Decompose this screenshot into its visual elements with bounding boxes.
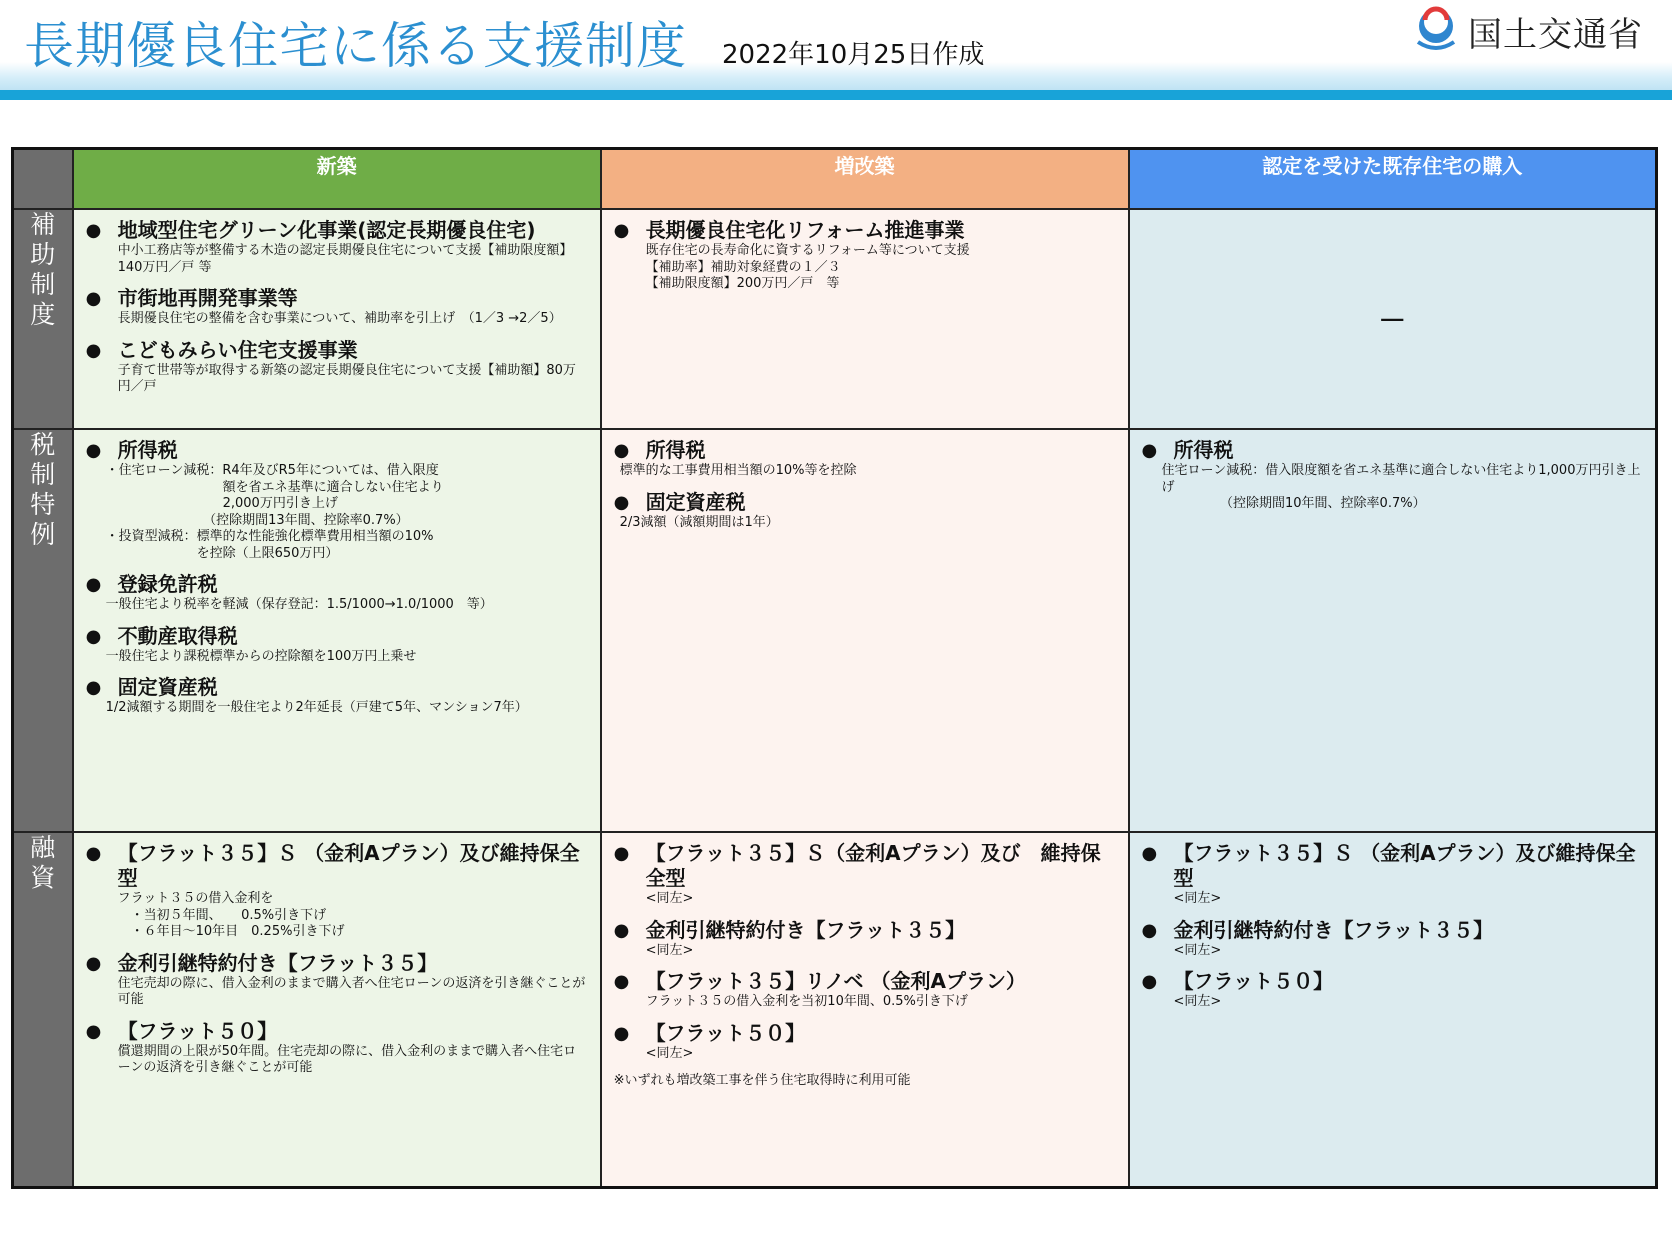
support-item-desc: <同左> — [1173, 994, 1222, 1009]
support-item-desc: 既存住宅の長寿命化に資するリフォーム等について支援 【補助率】補助対象経費の１／３ 【補助限度額】200万円／戸 等 — [645, 243, 970, 291]
support-item-desc: 2/3減額（減額期間は1年） — [619, 514, 779, 530]
page-title: 長期優良住宅に係る支援制度 — [24, 17, 687, 75]
support-item-desc: <同左> — [645, 1045, 694, 1061]
subsidy-new-cell — [73, 209, 601, 429]
column-header-existing: 認定を受けた既存住宅の購入 — [1129, 149, 1657, 210]
support-item — [86, 338, 588, 396]
logo-text: 国土交通省 — [1468, 14, 1643, 55]
loan-existing-cell — [1129, 832, 1657, 1187]
support-item-desc: <同左> — [1173, 891, 1222, 906]
support-item-title: ● 金利引継特約付き【フラット３５】 — [1142, 918, 1643, 943]
support-item — [86, 951, 588, 1009]
loan-renovation-cell — [601, 832, 1129, 1187]
support-item-desc: 住宅ローン減税：借入限度額を省エネ基準に適合しない住宅より1,000万円引き上げ （控除期間10年間、控除率0.7%） — [1161, 463, 1641, 511]
header-rule — [0, 90, 1672, 100]
row-label: 補助制度 — [30, 210, 56, 329]
support-item-title: ● 登録免許税 — [86, 572, 588, 597]
support-item-desc: <同左> — [1173, 942, 1222, 958]
renovation-loan-note: ※いずれも増改築工事を伴う住宅取得時に利用可能 — [613, 1073, 911, 1088]
support-item-desc: 子育て世帯等が取得する新築の認定長期優良住宅について支援【補助額】80万円／戸 — [117, 362, 576, 394]
support-item-title: ● 長期優良住宅化リフォーム推進事業 — [614, 218, 1116, 243]
support-item-desc: 償還期間の上限が50年間。住宅売却の際に、借入金利のままで購入者へ住宅ローンの返済を引き継ぐことが可能 — [117, 1043, 577, 1075]
tax-row — [13, 429, 1657, 832]
support-item-desc: 住宅売却の際に、借入金利のままで購入者へ住宅ローンの返済を引き継ぐことが可能 — [117, 975, 586, 1007]
support-item — [86, 438, 588, 562]
support-item-desc: 1/2減額する期間を一般住宅より2年延長（戸建て5年、マンション7年） — [105, 700, 528, 715]
support-item-desc: フラット３５の借入金利を当初10年間、0.5%引き下げ — [645, 994, 968, 1009]
subsidy-row — [13, 209, 1657, 429]
support-item-title: ● 所得税 — [1142, 438, 1643, 463]
support-item — [614, 918, 1116, 960]
mlit-emblem-icon — [1412, 6, 1460, 56]
subsidy-existing-cell: － — [1129, 209, 1657, 429]
row-header-subsidy — [13, 209, 73, 429]
support-item-title: ● 【フラット５０】 — [1142, 969, 1643, 994]
support-item-desc: <同左> — [645, 891, 694, 906]
support-item-desc: 一般住宅より課税標準からの控除額を100万円上乗せ — [105, 648, 417, 664]
support-item — [614, 1021, 1116, 1063]
tax-renovation-cell — [601, 429, 1129, 832]
support-item-title: ● 不動産取得税 — [86, 624, 588, 649]
support-item — [614, 841, 1116, 908]
support-item-title: ● 【フラット３５】リノベ （金利Aプラン） — [614, 969, 1116, 994]
support-item-title: ● 【フラット３５】Ｓ（金利Aプラン）及び 維持保全型 — [614, 841, 1116, 891]
support-item-desc: 長期優良住宅の整備を含む事業について、補助率を引上げ （1／3 →2／5） — [117, 311, 562, 326]
support-item-title: ● 固定資産税 — [614, 490, 1116, 515]
support-item-title: ● 【フラット５０】 — [614, 1021, 1116, 1046]
support-item — [614, 490, 1116, 532]
subsidy-renovation-cell — [601, 209, 1129, 429]
support-item — [86, 841, 588, 941]
support-item-desc: 一般住宅より税率を軽減（保存登記：1.5/1000→1.0/1000 等） — [105, 597, 493, 612]
tax-existing-cell — [1129, 429, 1657, 832]
loan-new-cell — [73, 832, 601, 1187]
loan-row — [13, 832, 1657, 1187]
support-item-desc: <同左> — [645, 942, 694, 958]
created-date: 2022年10月25日作成 — [722, 40, 985, 70]
tax-new-cell — [73, 429, 601, 832]
support-item — [1142, 841, 1643, 908]
support-item-title: ● 【フラット３５】Ｓ （金利Aプラン）及び維持保全型 — [86, 841, 588, 891]
column-header-row — [13, 149, 1657, 210]
support-item — [86, 286, 588, 328]
support-item — [86, 1019, 588, 1077]
support-item-title: ● 【フラット３５】Ｓ （金利Aプラン）及び維持保全型 — [1142, 841, 1643, 891]
support-item — [1142, 969, 1643, 1011]
support-item — [86, 675, 588, 717]
corner-cell — [13, 149, 73, 210]
support-item-title: ● 所得税 — [86, 438, 588, 463]
support-item — [1142, 918, 1643, 960]
support-item-title: ● 金利引継特約付き【フラット３５】 — [86, 951, 588, 976]
support-item — [614, 438, 1116, 480]
row-label: 税制特例 — [30, 430, 56, 549]
support-item — [614, 218, 1116, 293]
support-item — [1142, 438, 1643, 513]
row-header-tax — [13, 429, 73, 832]
support-item-title: ● 所得税 — [614, 438, 1116, 463]
support-item-title: ● 市街地再開発事業等 — [86, 286, 588, 311]
row-label: 融資 — [30, 833, 56, 892]
support-item-desc: 標準的な工事費用相当額の10%等を控除 — [619, 463, 857, 478]
support-item — [614, 969, 1116, 1011]
column-header-new: 新築 — [73, 149, 601, 210]
support-item-title: ● 【フラット５０】 — [86, 1019, 588, 1044]
mlit-logo — [1412, 4, 1643, 58]
support-item — [86, 218, 588, 276]
support-item-title: ● 地域型住宅グリーン化事業(認定長期優良住宅) — [86, 218, 588, 243]
support-item — [86, 572, 588, 614]
support-item-title: ● こどもみらい住宅支援事業 — [86, 338, 588, 363]
support-item-desc: 中小工務店等が整備する木造の認定長期優良住宅について支援【補助限度額】140万円／戸 等 — [117, 243, 573, 275]
row-header-loan — [13, 832, 73, 1187]
support-item-title: ● 固定資産税 — [86, 675, 588, 700]
column-header-renovation: 増改築 — [601, 149, 1129, 210]
support-item — [86, 624, 588, 666]
support-item-desc: ・住宅ローン減税：R4年及びR5年については、借入限度 額を省エネ基準に適合しない住宅より 2,000万円引き上げ （控除期間13年間、控除率0.7%） ・投資型減税：標準的な性能強化標準費用相当額の10% を控除（上限650万円） — [105, 463, 444, 561]
support-item-title: ● 金利引継特約付き【フラット３５】 — [614, 918, 1116, 943]
support-table — [11, 147, 1658, 1189]
support-item-desc: フラット３５の借入金利を ・当初５年間、 0.5%引き下げ ・６年目～10年目 0.25%引き下げ — [117, 891, 345, 939]
